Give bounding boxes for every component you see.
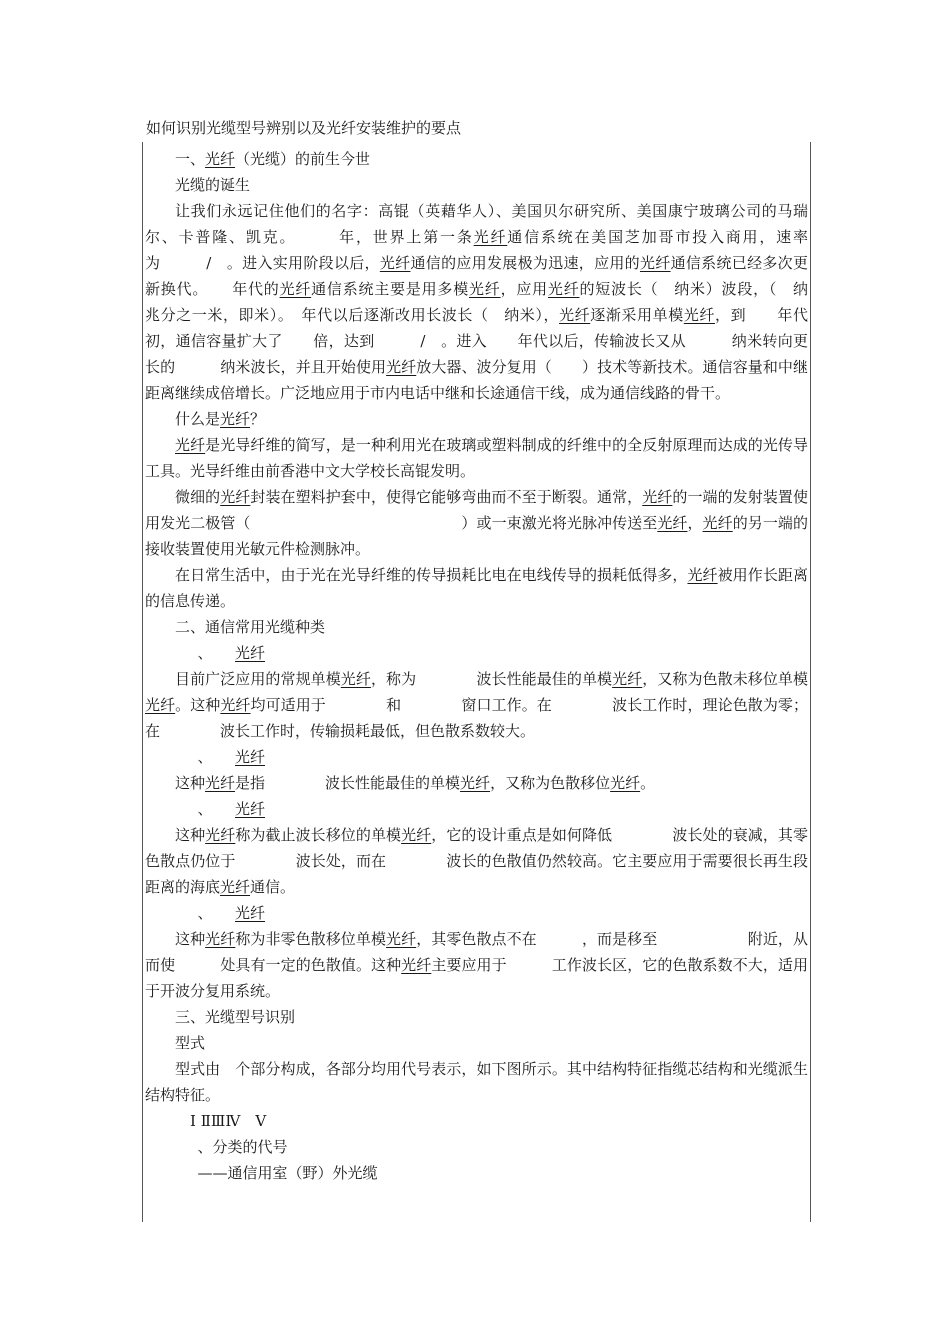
underlined-term: 光纤	[401, 956, 432, 974]
section-heading	[145, 146, 808, 172]
text-run: ，	[687, 514, 703, 532]
text-run: 被用作长距离的信息传递。	[145, 566, 808, 610]
underlined-term: 光纤	[657, 514, 688, 532]
underlined-term: 光纤	[235, 800, 266, 818]
text-run: 三、光缆型号识别	[175, 1008, 296, 1026]
underlined-term: 光纤	[205, 930, 236, 948]
paragraph	[145, 562, 808, 614]
text-run: 型式由 个部分构成，各部分均用代号表示，如下图所示。其中结构特征指缆芯结构和光缆派生结构特征。	[145, 1060, 808, 1104]
text-run: 逐渐采用单模	[590, 306, 684, 324]
section-heading	[145, 614, 808, 640]
underlined-term: 光纤	[547, 280, 580, 298]
underlined-term: 光纤	[205, 150, 236, 168]
text-run: 让我们永远记住他们的名字：高锟（英藉华人）、美国贝尔研究所、美国康宁玻璃公司的马瑞尔、卡普隆、凯克。 年，世界上第一条	[145, 202, 808, 246]
text-run: 、分类的代号	[197, 1138, 288, 1156]
section-heading	[145, 744, 808, 770]
underlined-term: 光纤	[379, 254, 411, 272]
underlined-term: 光纤	[175, 436, 206, 454]
section-heading	[145, 640, 808, 666]
underlined-term: 光纤	[386, 930, 417, 948]
underlined-term: 光纤	[460, 774, 491, 792]
text-run: ，其零色散点不在 ，而是移至 附近，从而使 处具有一定的色散值。这种	[145, 930, 808, 974]
section-heading	[145, 1030, 808, 1056]
text-run: 的一端的发射装置使用发光二极管（ ）或一束激光将光脉冲传送至	[145, 488, 808, 532]
text-run: ，到 年代初，通信容量扩大了 倍，达到 / 。进入 年代以后，传输波长又从 纳米转向更长的 纳米波长，并且开始使用	[145, 306, 808, 376]
text-run: 目前广泛应用的常规单模	[175, 670, 341, 688]
underlined-term: 光纤	[401, 826, 432, 844]
section-heading	[145, 1134, 808, 1160]
underlined-term: 光纤	[683, 306, 715, 324]
underlined-term: 光纤	[687, 566, 718, 584]
text-run: Ⅰ ⅡⅢⅣ Ⅴ	[190, 1112, 267, 1130]
underlined-term: 光纤	[386, 358, 417, 376]
underlined-term: 光纤	[610, 774, 641, 792]
text-run: 通信的应用发展极为迅速，应用的	[410, 254, 640, 272]
text-run: 型式	[175, 1034, 206, 1052]
underlined-term: 光纤	[468, 280, 501, 298]
text-run: 是光导纤维的简写，是一种利用光在玻璃或塑料制成的纤维中的全反射原理而达成的光传导工具。光导纤维由前香港中文大学校长高锟发明。	[145, 436, 808, 480]
text-run: ——通信用室（野）外光缆	[197, 1164, 378, 1182]
text-run: ，称为 波长性能最佳的单模	[370, 670, 613, 688]
document-title: 如何识别光缆型号辨别以及光纤安装维护的要点	[146, 119, 462, 137]
underlined-term: 光纤	[559, 306, 591, 324]
table-border-left	[142, 142, 143, 1222]
section-heading	[145, 172, 808, 198]
text-run: （光缆）的前生今世	[235, 150, 371, 168]
text-run: 通信系统主要是用多模	[311, 280, 469, 298]
text-run: 封装在塑料护套中，使得它能够弯曲而不至于断裂。通常，	[250, 488, 643, 506]
text-run: 、	[197, 644, 236, 662]
text-run: ，它的设计重点是如何降低 波长处的衰减，其零色散点仍位于 波长处，而在 波长的色散值仍然较高。它主要应用于需要很长再生段距离的海底	[145, 826, 808, 896]
section-heading	[145, 1160, 808, 1186]
text-run: 光缆的诞生	[175, 176, 251, 194]
underlined-term: 光纤	[612, 670, 643, 688]
section-heading	[145, 1004, 808, 1030]
paragraph	[145, 432, 808, 484]
text-run: ，又称为色散未移位单模	[642, 670, 808, 688]
text-run: 称为非零色散移位单模	[235, 930, 387, 948]
section-heading	[145, 900, 808, 926]
text-run: 一、	[175, 150, 206, 168]
text-run: 在日常生活中，由于光在光导纤维的传导损耗比电在电线传导的损耗低得多，	[175, 566, 688, 584]
section-heading	[145, 796, 808, 822]
text-run: 通信系统已经多次更新换代。 年代的	[145, 254, 808, 298]
paragraph	[145, 484, 808, 562]
text-run: 通信系统在美国芝加哥市投入商用，速率为 / 。进入实用阶段以后，	[145, 228, 808, 272]
underlined-term: 光纤	[279, 280, 312, 298]
text-run: ？	[250, 410, 266, 428]
text-run: 。这种	[175, 696, 221, 714]
underlined-term: 光纤	[235, 748, 266, 766]
text-run: 、	[197, 800, 236, 818]
document-body	[145, 146, 838, 1186]
paragraph	[145, 926, 808, 1004]
underlined-term: 光纤	[205, 774, 236, 792]
table-border-right	[810, 142, 811, 1222]
underlined-term: 光纤	[473, 228, 508, 246]
paragraph	[145, 666, 808, 744]
text-run: 均可适用于 和 窗口工作。在 波长工作时，理论色散为零；在 波长工作时，传输损耗最低，但色散系数较大。	[145, 696, 808, 740]
text-run: 这种	[175, 826, 206, 844]
text-run: 的另一端的接收装置使用光敏元件检测脉冲。	[145, 514, 808, 558]
text-run: 的短波长（ 纳米）波段，（ 纳 兆分之一米，即米）。 年代以后逐渐改用长波长（ 纳米），	[145, 280, 838, 324]
text-run: 通信。	[250, 878, 296, 896]
text-run: 、	[197, 904, 236, 922]
underlined-term: 光纤	[340, 670, 371, 688]
paragraph	[145, 770, 808, 796]
underlined-term: 光纤	[220, 878, 251, 896]
text-run: 微细的	[175, 488, 221, 506]
underlined-term: 光纤	[220, 488, 251, 506]
text-run: ，应用	[500, 280, 548, 298]
underlined-term: 光纤	[702, 514, 733, 532]
text-run: 、	[197, 748, 236, 766]
underlined-term: 光纤	[642, 488, 673, 506]
section-heading	[145, 406, 808, 432]
text-run: 主要应用于 工作波长区，它的色散系数不大，适用于开波分复用系统。	[145, 956, 808, 1000]
underlined-term: 光纤	[145, 696, 176, 714]
text-run: 放大器、波分复用（ ）技术等新技术。通信容量和中继距离继续成倍增长。广泛地应用于市内电话中继和长途通信干线，成为通信线路的骨干。	[145, 358, 808, 402]
text-run: 二、通信常用光缆种类	[175, 618, 326, 636]
paragraph	[145, 198, 838, 406]
text-run: 什么是	[175, 410, 221, 428]
underlined-term: 光纤	[220, 696, 251, 714]
text-run: 称为截止波长移位的单模	[235, 826, 402, 844]
section-heading	[145, 1108, 808, 1134]
underlined-term: 光纤	[205, 826, 236, 844]
underlined-term: 光纤	[235, 904, 266, 922]
underlined-term: 光纤	[235, 644, 266, 662]
paragraph	[145, 1056, 808, 1108]
underlined-term: 光纤	[639, 254, 671, 272]
underlined-term: 光纤	[220, 410, 251, 428]
paragraph	[145, 822, 808, 900]
text-run: 。	[640, 774, 656, 792]
text-run: 是指 波长性能最佳的单模	[235, 774, 461, 792]
text-run: ，又称为色散移位	[490, 774, 611, 792]
text-run: 这种	[175, 930, 206, 948]
text-run: 这种	[175, 774, 206, 792]
